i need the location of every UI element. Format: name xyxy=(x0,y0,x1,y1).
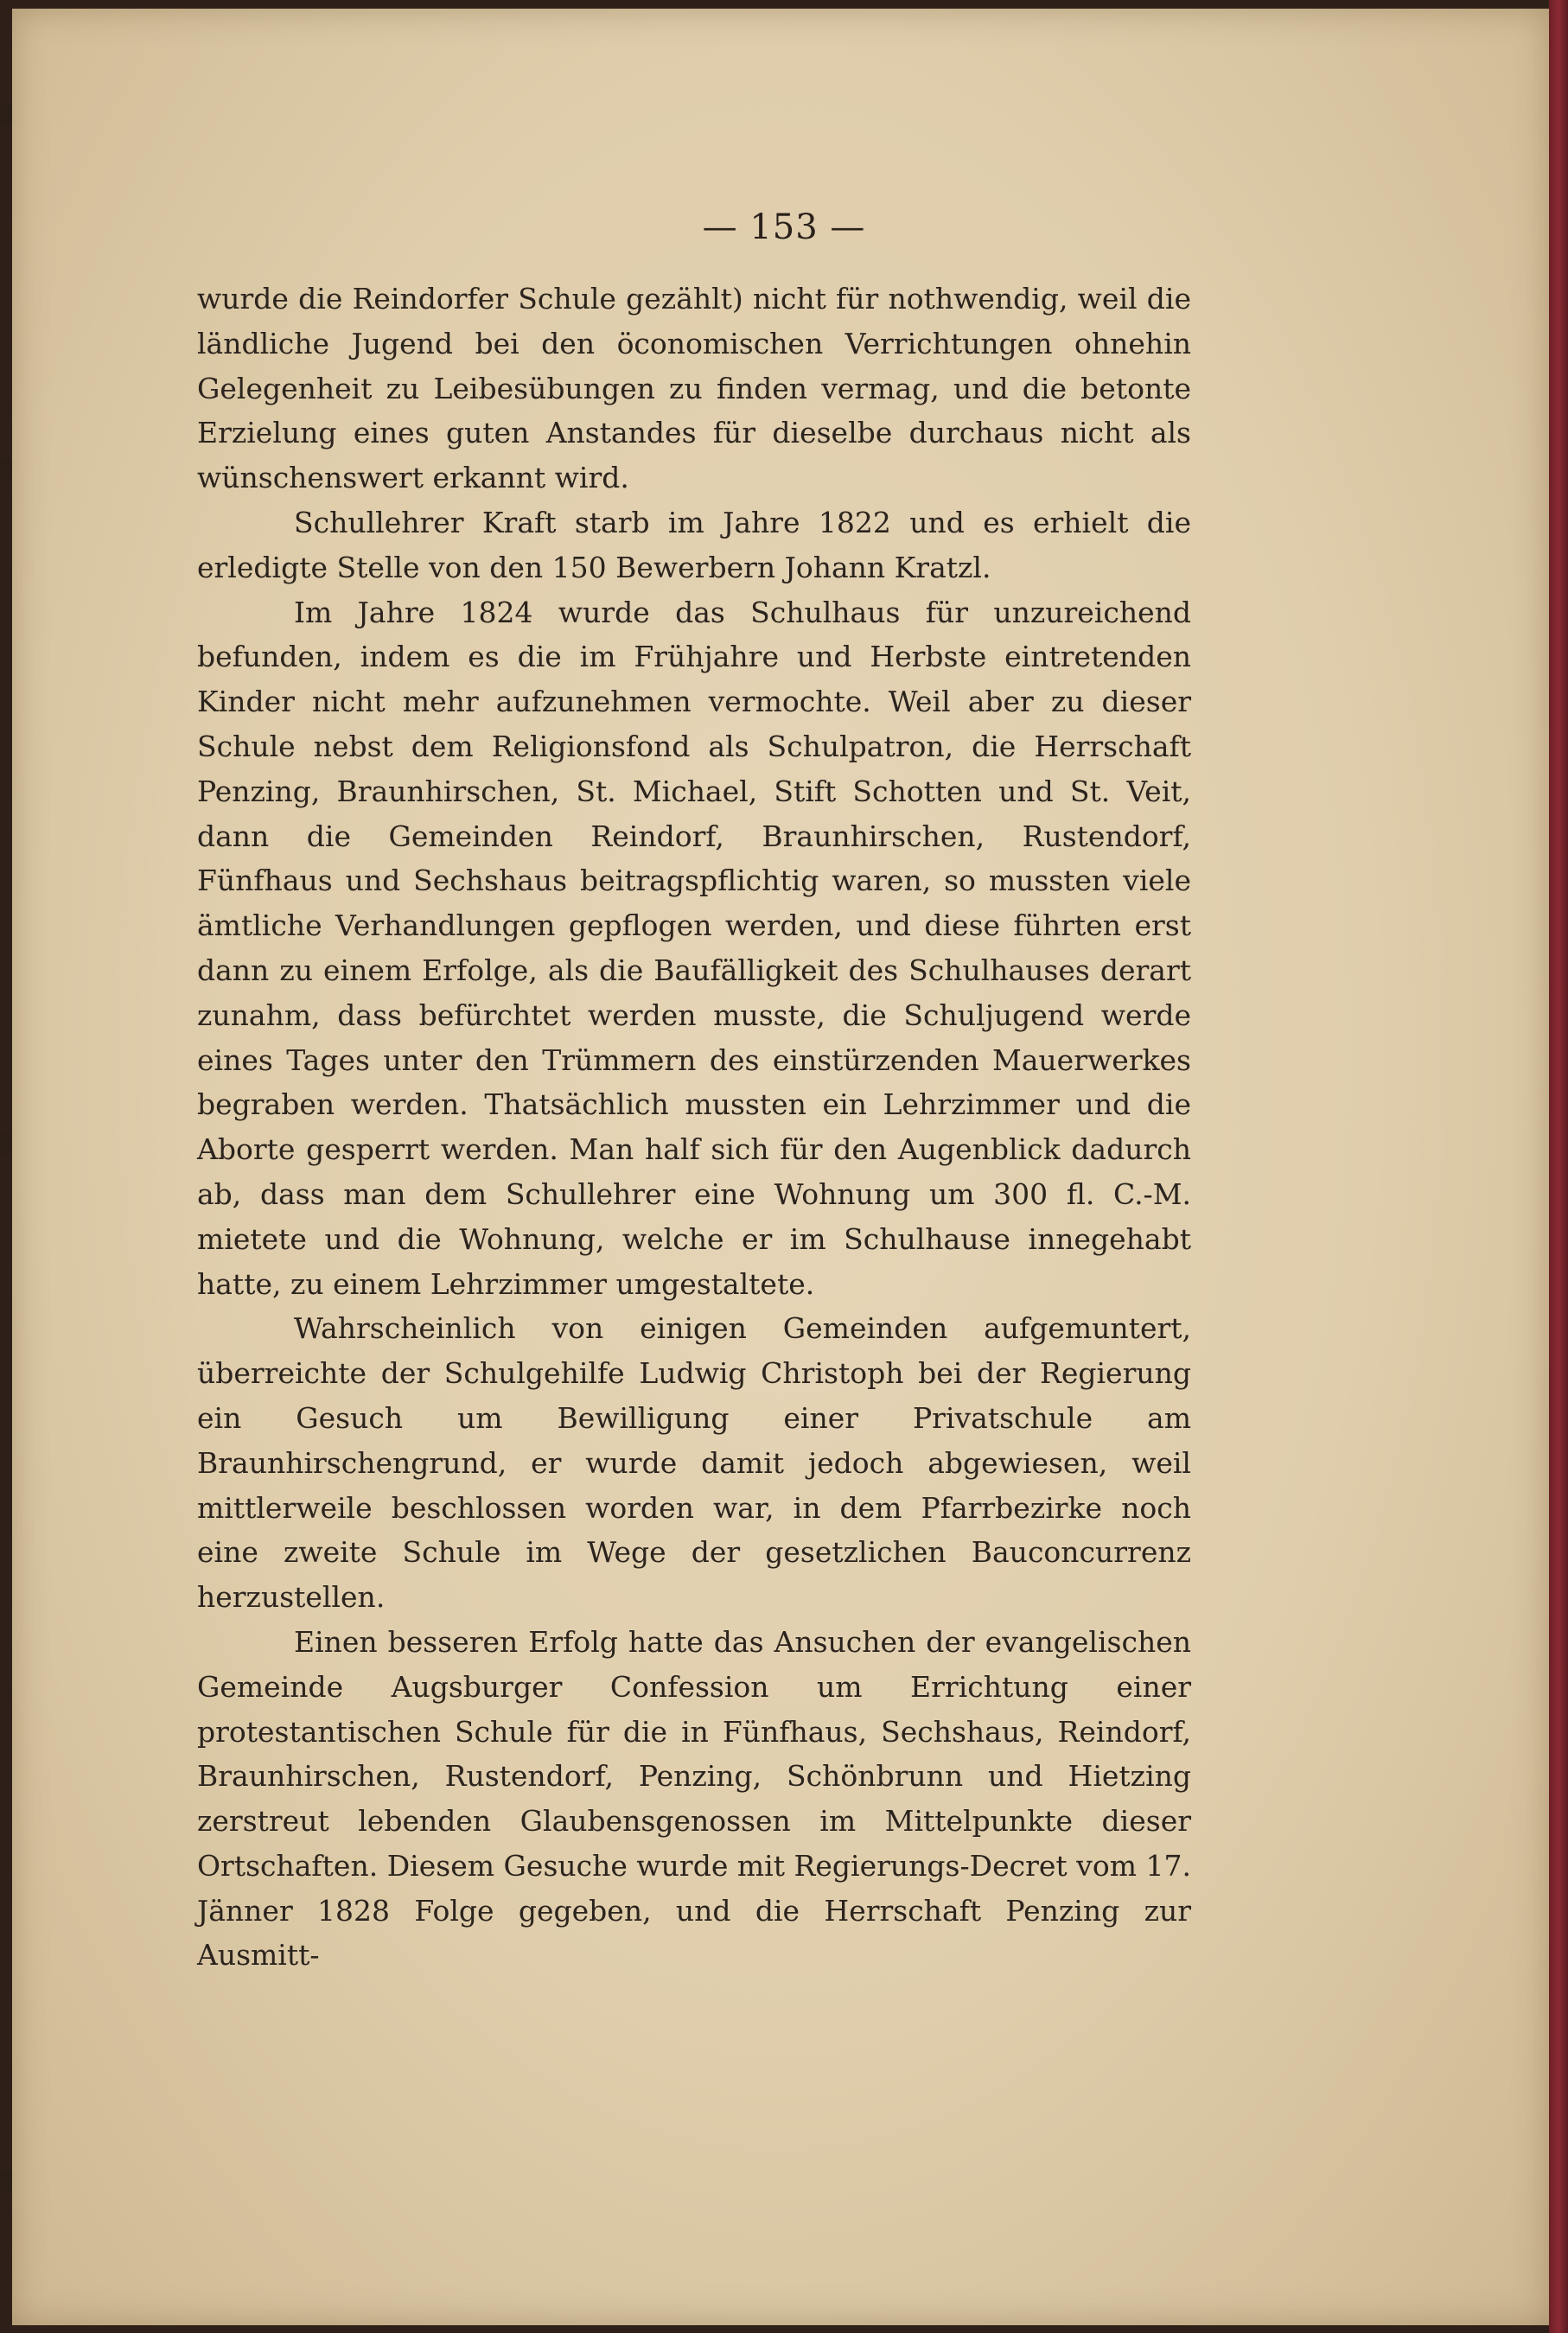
page-edge-binding xyxy=(1549,0,1568,2333)
paragraph: Schullehrer Kraft starb im Jahre 1822 und es erhielt die erledigte Stelle von den 150 Bewerbern Johann Kratzl. xyxy=(197,505,1191,584)
body-text xyxy=(197,277,1191,1978)
paragraph: Wahrscheinlich von einigen Gemeinden aufgemuntert, überreichte der Schulgehilfe Ludwig Christoph bei der Regierung ein Gesuch um Bewilligung einer Privatschule am Braunhirschengrund, er wurde damit jedoch abgewiesen, weil mittlerweile beschlossen worden war, in dem Pfarrbezirke noch eine zweite Schule im Wege der gesetzlichen Bauconcurrenz herzustellen. xyxy=(197,1311,1191,1615)
binding-thread-mark xyxy=(0,104,12,126)
paragraph: wurde die Reindorfer Schule gezählt) nicht für nothwendig, weil die ländliche Jugend bei den öconomischen Verrichtungen ohnehin Gelegenheit zu Leibesübungen zu finden vermag, und die betonte Erzielung eines guten Anstandes für dieselbe durchaus nicht als wünschenswert erkannt wird. xyxy=(197,282,1191,495)
binding-thread-mark xyxy=(0,2170,12,2192)
binding-thread-mark xyxy=(0,458,12,481)
paragraph: Im Jahre 1824 wurde das Schulhaus für unzureichend befunden, indem es die im Frühjahre und Herbste eintretenden Kinder nicht mehr aufzunehmen vermochte. Weil aber zu dieser Schule nebst dem Religionsfond als Schulpatron, die Herrschaft Penzing, Braunhirschen, St. Michael, Stift Schotten und St. Veit, dann die Gemeinden Reindorf, Braunhirschen, Rustendorf, Fünfhaus und Sechshaus beitragspflichtig waren, so mussten viele ämtliche Verhandlungen gepflogen werden, und diese führten erst dann zu einem Erfolge, als die Baufälligkeit des Schulhauses derart zunahm, dass befürchtet werden musste, die Schuljugend werde eines Tages unter den Trümmern des einstürzenden Mauerwerkes begraben werden. Thatsächlich mussten ein Lehrzimmer und die Aborte gesperrt werden. Man half sich für den Augenblick dadurch ab, dass man dem Schullehrer eine Wohnung um 300 fl. C.-M. mietete und die Wohnung, welche er im Schulhause innegehabt hatte, zu einem Lehrzimmer umgestaltete. xyxy=(197,595,1191,1301)
binding-thread-mark xyxy=(0,1132,12,1155)
paragraph: Einen besseren Erfolg hatte das Ansuchen der evangelischen Gemeinde Augsburger Confession um Errichtung einer protestantischen Schule für die in Fünfhaus, Sechshaus, Reindorf, Braunhirschen, Rustendorf, Penzing, Schönbrunn und Hietzing zerstreut lebenden Glaubensgenossen im Mittelpunkte dieser Ortschaften. Diesem Gesuche wurde mit Regierungs-Decret vom 17. Jänner 1828 Folge gegeben, und die Herrschaft Penzing zur Ausmitt- xyxy=(197,1624,1191,1973)
page-number: — 153 — xyxy=(702,207,866,247)
